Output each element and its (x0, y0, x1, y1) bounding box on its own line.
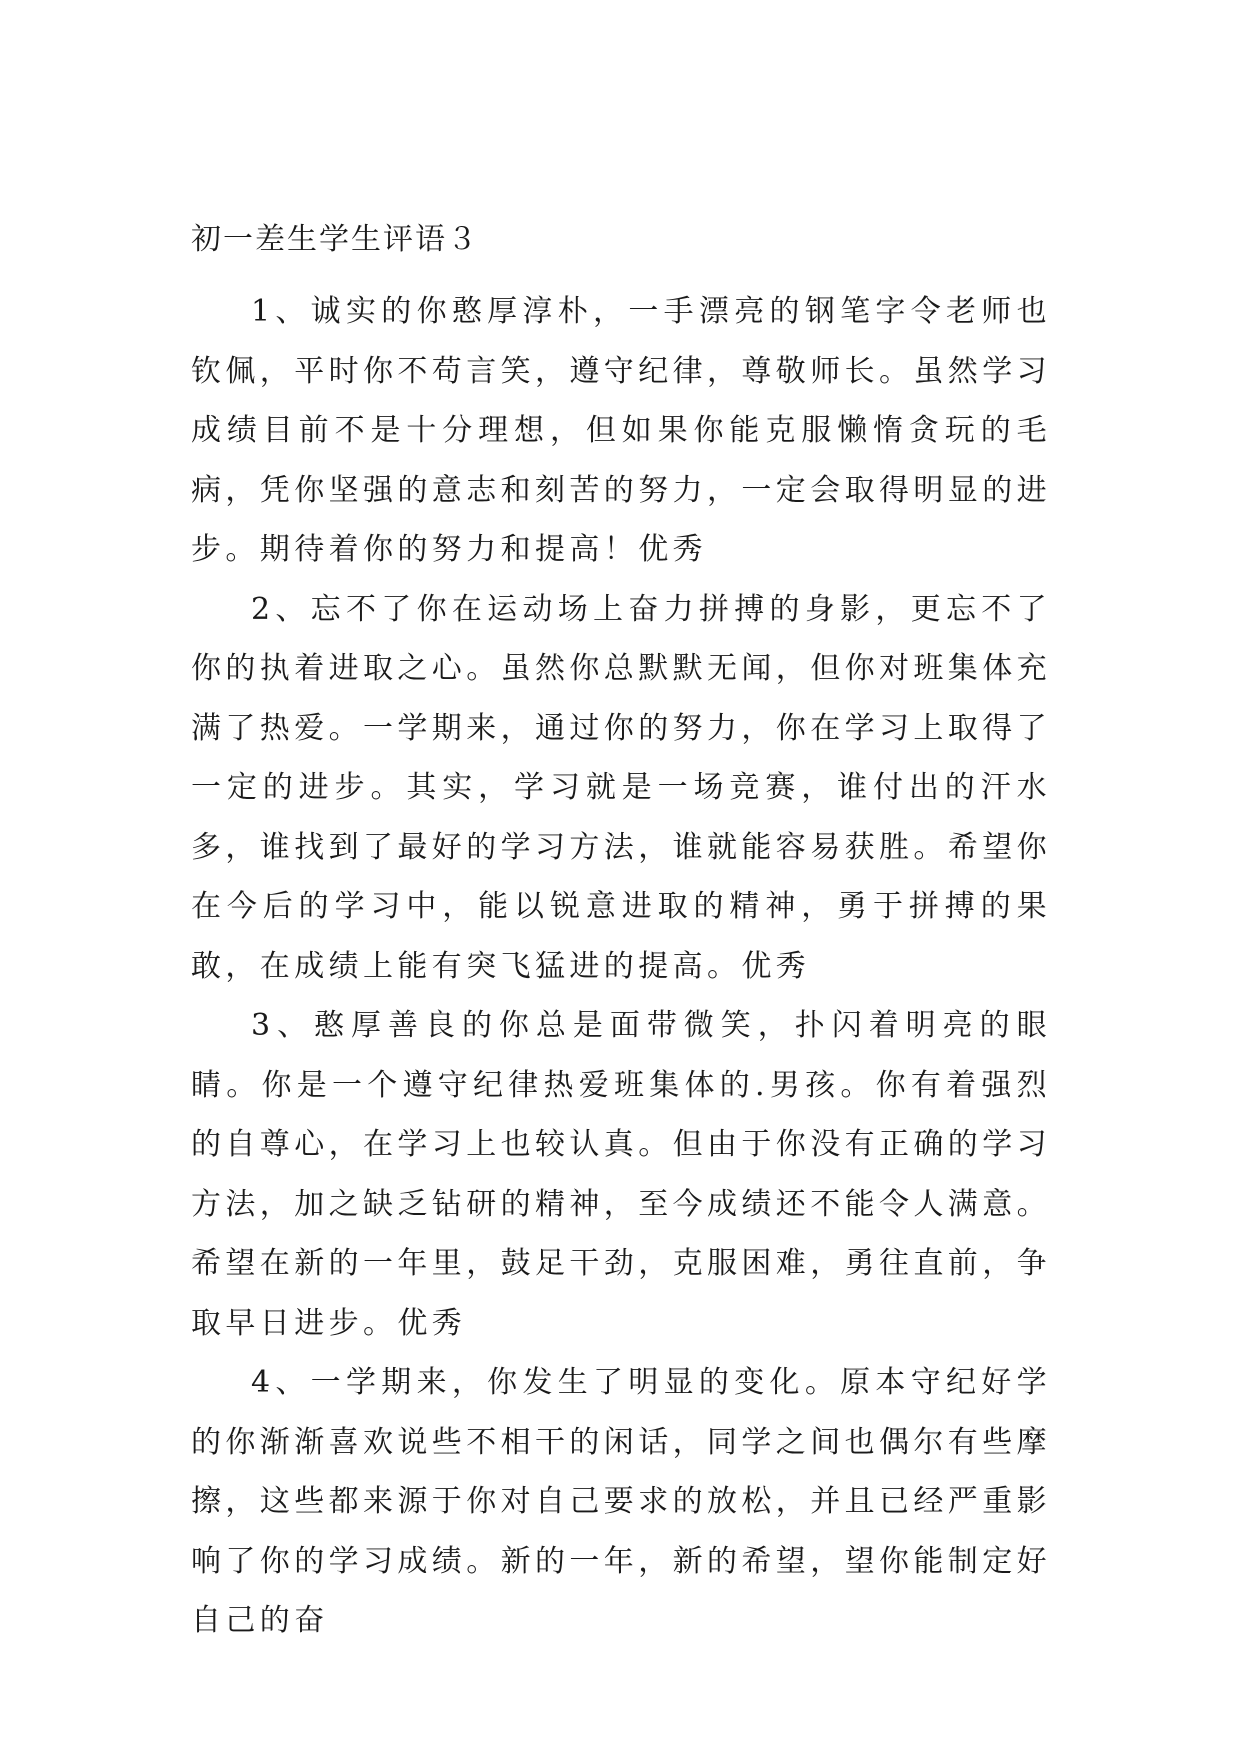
comment-paragraph-3: 3、憨厚善良的你总是面带微笑，扑闪着明亮的眼睛。你是一个遵守纪律热爱班集体的.男孩。你有着强烈的自尊心，在学习上也较认真。但由于你没有正确的学习方法，加之缺乏钻研的精神，至今成绩还不能令人满意。希望在新的一年里，鼓足干劲，克服困难，勇往直前，争取早日进步。优秀 (191, 1008, 1051, 1341)
comment-paragraph-1: 1、诚实的你憨厚淳朴，一手漂亮的钢笔字令老师也钦佩，平时你不苟言笑，遵守纪律，尊敬师长。虽然学习成绩目前不是十分理想，但如果你能克服懒惰贪玩的毛病，凭你坚强的意志和刻苦的努力，一定会取得明显的进步。期待着你的努力和提高！优秀 (191, 294, 1051, 567)
comment-paragraph-2: 2、忘不了你在运动场上奋力拼搏的身影，更忘不了你的执着进取之心。虽然你总默默无闻，但你对班集体充满了热爱。一学期来，通过你的努力，你在学习上取得了一定的进步。其实，学习就是一场竞赛，谁付出的汗水多，谁找到了最好的学习方法，谁就能容易获胜。希望你在今后的学习中，能以锐意进取的精神，勇于拼搏的果敢，在成绩上能有突飞猛进的提高。优秀 (191, 591, 1051, 984)
document-body (191, 210, 1051, 1651)
comment-paragraph-4: 4、一学期来，你发生了明显的变化。原本守纪好学的你渐渐喜欢说些不相干的闲话，同学之间也偶尔有些摩擦，这些都来源于你对自己要求的放松，并且已经严重影响了你的学习成绩。新的一年，新的希望，望你能制定好自己的奋 (191, 1365, 1051, 1638)
document-title: 初一差生学生评语３ (191, 222, 479, 257)
